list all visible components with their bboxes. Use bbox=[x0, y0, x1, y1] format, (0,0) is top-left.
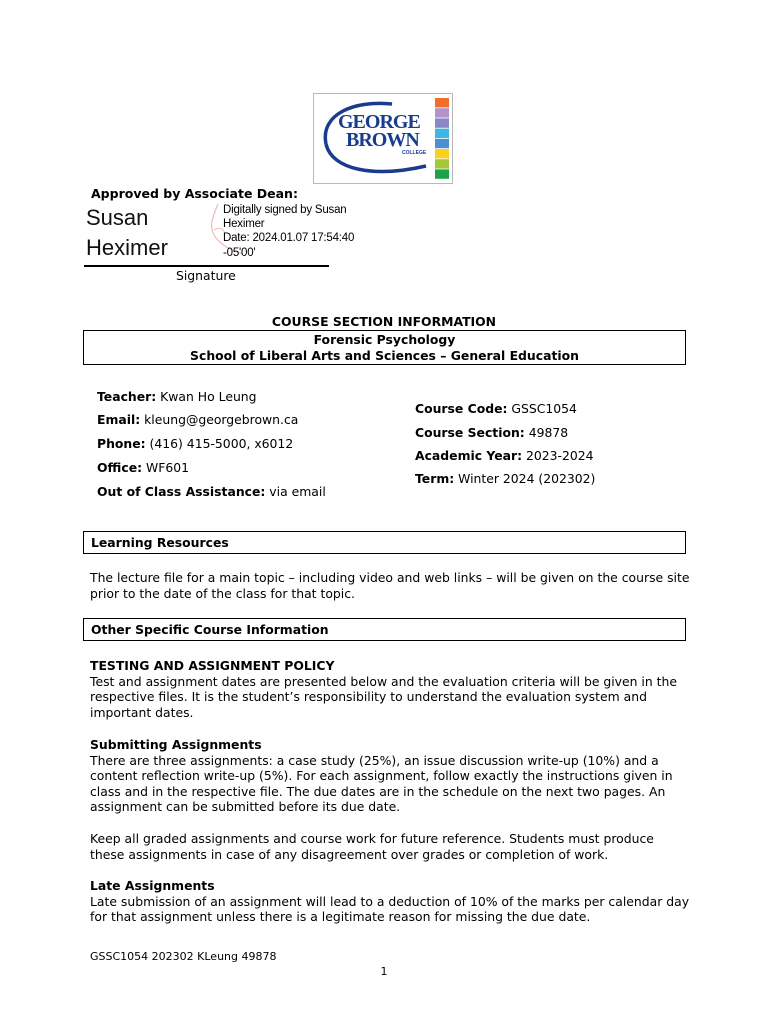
term-label: Term: bbox=[415, 471, 455, 486]
submitting-section bbox=[90, 737, 690, 815]
digital-line-4: -05'00' bbox=[223, 246, 256, 259]
office-value: WF601 bbox=[142, 460, 190, 475]
academic-year-row bbox=[415, 448, 594, 464]
course-code-value: GSSC1054 bbox=[507, 401, 577, 416]
logo-stripe bbox=[435, 139, 449, 148]
term-value: Winter 2024 (202302) bbox=[454, 471, 596, 486]
logo-stripe bbox=[435, 118, 449, 127]
email-row bbox=[97, 412, 298, 428]
late-text: Late submission of an assignment will lead to a deduction of 10% of the marks per calendar day for that assignment unless there is a legitimate reason for missing the due date. bbox=[90, 893, 690, 925]
course-code-label: Course Code: bbox=[415, 401, 508, 416]
logo-color-stripes bbox=[435, 98, 449, 179]
assistance-label: Out of Class Assistance: bbox=[97, 484, 266, 499]
logo-text-brown: BROWN bbox=[346, 129, 419, 151]
learning-resources-text: The lecture file for a main topic – including video and web links – will be given on the course site prior to the date of the class for that topic. bbox=[90, 570, 690, 601]
learning-resources-heading: Learning Resources bbox=[83, 531, 686, 554]
teacher-value: Kwan Ho Leung bbox=[156, 389, 257, 404]
digital-signature-block bbox=[223, 203, 354, 260]
late-heading: Late Assignments bbox=[90, 878, 215, 893]
signer-name bbox=[86, 203, 168, 263]
submitting-text: There are three assignments: a case study (25%), an issue discussion write-up (10%) and a content reflection write-up (5%). For each assignment, follow exactly the instructions given in class and in the respective file. The due dates are in the schedule on the next two pages. An assignment can be submitted before its due date. bbox=[90, 752, 673, 815]
academic-year-value: 2023-2024 bbox=[522, 448, 594, 463]
keep-work-text: Keep all graded assignments and course work for future reference. Students must produce these assignments in case of any disagreement over grades or completion of work. bbox=[90, 831, 654, 862]
late-section bbox=[90, 878, 690, 925]
george-brown-logo bbox=[313, 93, 453, 184]
signature-line bbox=[84, 265, 329, 267]
course-code-row bbox=[415, 401, 577, 417]
digital-line-2: Heximer bbox=[223, 218, 265, 231]
policy-heading: TESTING AND ASSIGNMENT POLICY bbox=[90, 658, 335, 673]
logo-stripe bbox=[435, 108, 449, 117]
academic-year-label: Academic Year: bbox=[415, 448, 523, 463]
signer-first-name: Susan bbox=[86, 205, 149, 230]
logo-stripe bbox=[435, 149, 449, 158]
logo-stripe bbox=[435, 159, 449, 168]
school-name: School of Liberal Arts and Sciences – General Education bbox=[190, 348, 579, 363]
signer-last-name: Heximer bbox=[86, 235, 168, 260]
signature-label: Signature bbox=[176, 268, 236, 283]
phone-label: Phone: bbox=[97, 436, 146, 451]
course-name: Forensic Psychology bbox=[313, 332, 456, 347]
policy-section bbox=[90, 658, 690, 720]
course-section-title: COURSE SECTION INFORMATION bbox=[271, 314, 497, 329]
policy-text: Test and assignment dates are presented below and the evaluation criteria will be given in the respective files. It is the student’s responsibility to understand the evaluation system and important dates. bbox=[90, 673, 677, 720]
logo-stripe bbox=[435, 98, 449, 107]
office-row bbox=[97, 460, 189, 476]
footer-text: GSSC1054 202302 KLeung 49878 bbox=[90, 950, 277, 963]
phone-value: (416) 415-5000, x6012 bbox=[145, 436, 294, 451]
course-title-box bbox=[83, 330, 686, 365]
other-info-heading: Other Specific Course Information bbox=[83, 618, 686, 641]
term-row bbox=[415, 471, 595, 487]
logo-stripe bbox=[435, 129, 449, 138]
digital-line-1: Digitally signed by Susan bbox=[223, 204, 347, 216]
teacher-label: Teacher: bbox=[97, 389, 157, 404]
course-section-value: 49878 bbox=[524, 425, 569, 440]
office-label: Office: bbox=[97, 460, 143, 475]
logo-stripe bbox=[435, 169, 449, 178]
email-label: Email: bbox=[97, 412, 141, 427]
logo-graphic bbox=[314, 94, 454, 185]
page-number: 1 bbox=[380, 965, 388, 978]
assistance-row bbox=[97, 484, 326, 500]
submitting-heading: Submitting Assignments bbox=[90, 737, 262, 752]
course-section-row bbox=[415, 425, 568, 441]
assistance-value: via email bbox=[265, 484, 326, 499]
digital-line-3: Date: 2024.01.07 17:54:40 bbox=[223, 232, 355, 245]
course-section-label: Course Section: bbox=[415, 425, 525, 440]
phone-row bbox=[97, 436, 293, 452]
approval-heading: Approved by Associate Dean: bbox=[91, 186, 298, 201]
logo-text-college: COLLEGE bbox=[402, 150, 427, 156]
logo-text-george: GEORGE bbox=[338, 111, 420, 133]
email-value: kleung@georgebrown.ca bbox=[140, 412, 299, 427]
teacher-row bbox=[97, 389, 257, 405]
